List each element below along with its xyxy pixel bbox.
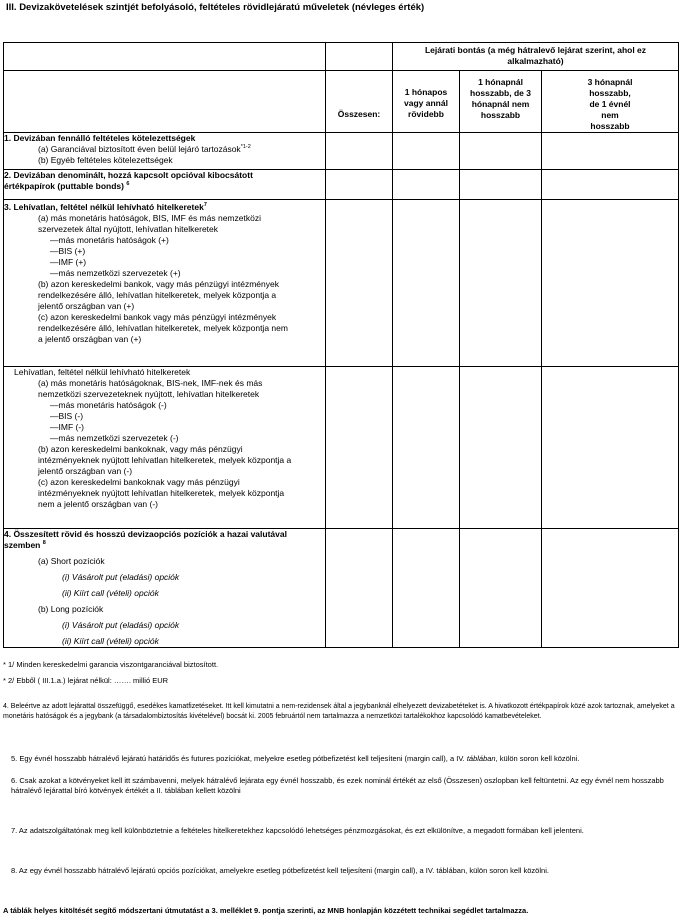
value-cell[interactable] — [460, 170, 542, 200]
section-3-a-line1: (a) más monetáris hatóságok, BIS, IMF és más nemzetközi — [38, 213, 261, 223]
value-cell[interactable] — [542, 367, 679, 529]
header-empty-cell — [4, 71, 326, 133]
page-title: III. Devizakövetelések szintjét befolyásoló, feltételes rövidlejáratú műveletek (névleges érték) — [6, 2, 425, 13]
footnote-2: * 2/ Ebből ( III.1.a.) lejárat nélkül: ……. millió EUR — [3, 676, 169, 685]
value-cell[interactable] — [326, 200, 393, 367]
value-cell[interactable] — [460, 367, 542, 529]
section-2-title-line1: 2. Devizában denominált, hozzá kapcsolt opcióval kibocsátott — [4, 170, 253, 180]
value-cell[interactable] — [393, 367, 460, 529]
section-3-label — [4, 200, 326, 367]
section-3-item: —más nemzetközi szervezetek (+) — [50, 268, 181, 278]
value-cell[interactable] — [393, 170, 460, 200]
col-1-month-header: 1 hónapos vagy annál rövidebb — [393, 71, 460, 133]
value-cell[interactable] — [326, 367, 393, 529]
value-cell[interactable] — [393, 200, 460, 367]
methodology-footer: A táblák helyes kitöltését segítő módszertani útmutatást a 3. melléklet 9. pontja szerinti, az MNB honlapján közzétett technikai segédlet tartalmazza. — [3, 906, 529, 915]
col-1-3-month-header: 1 hónapnál hosszabb, de 3 hónapnál nem hosszabb — [460, 71, 542, 133]
value-cell[interactable] — [542, 200, 679, 367]
section-4-b-i: (i) Vásárolt put (eladási) opciók — [62, 620, 180, 630]
footnote-6: 6. Csak azokat a kötvényeket kell itt számbavenni, melyek hátralévő lejárata egy évnél hosszabb, és ezek nominál értékét az első (Összesen) oszlopban kell feltüntetni. Az egy évnél nem hosszabb hátralévő lejárattal bíró kötvények értékét a II. táblában kellett közölni — [11, 776, 664, 795]
section-3b-item: —más nemzetközi szervezetek (-) — [50, 433, 179, 443]
section-3b-item: —BIS (-) — [50, 411, 84, 421]
footnote-4: 4. Beleértve az adott lejárattal összefüggő, esedékes kamatfizetéseket. Itt kell kimutatni a nem-rezidensek által a jegybanknál elhelyezett devizabetéteket is. A hivatkozott értékpapírok közé azok tartoznak, amelyeket a monetáris hatóságok és a jegybank (a társadalombiztosítás kivételével) bocsát ki. 2005 februártól nem tartalmazza a nemzetközi tartalékokhoz kapcsolódó kamatbevételeket. — [3, 703, 675, 720]
section-4-title-line1: 4. Összesített rövid és hosszú devizaopciós pozíciók a hazai valutával — [4, 529, 287, 539]
value-cell[interactable] — [542, 133, 679, 170]
section-3-c-line1: (c) azon kereskedelmi bankok vagy más pénzügyi intézmények — [38, 312, 277, 322]
value-cell[interactable] — [460, 529, 542, 648]
section-1-label — [4, 133, 326, 170]
footnote-5: 5. Egy évnél hosszabb hátralévő lejáratú határidős és futures pozíciókat, melyekre esetleg pótbefizetést kell teljesíteni (margin call), a IV. táblában, külön soron kell közölni. — [11, 754, 580, 763]
section-2-label — [4, 170, 326, 200]
section-4-a: (a) Short pozíciók — [38, 556, 105, 566]
section-3-item: —más monetáris hatóságok (+) — [50, 235, 169, 245]
value-cell[interactable] — [542, 529, 679, 648]
section-3b-c-line2: intézményeknek nyújtott lehívatlan hitelkeretek, melyek központja — [38, 488, 285, 498]
section-4-a-ii: (ii) Kiírt call (vételi) opciók — [62, 588, 159, 598]
section-3b-a-line2: nemzetközi szervezeteknek nyújtott, lehívatlan hitelkeretek — [38, 389, 260, 399]
section-3-item: —IMF (+) — [50, 257, 87, 267]
section-3-item: —BIS (+) — [50, 246, 86, 256]
value-cell[interactable] — [326, 133, 393, 170]
section-3b-c-line3: nem a jelentő országban van (-) — [38, 499, 159, 509]
maturity-breakdown-header: Lejárati bontás (a még hátralevő lejárat szerint, ahol ez alkalmazható) — [393, 43, 679, 71]
header-empty-cell — [326, 43, 393, 71]
section-3b-c-line1: (c) azon kereskedelmi bankoknak vagy más pénzügyi — [38, 477, 240, 487]
section-3b-item: —IMF (-) — [50, 422, 84, 432]
section-1-title: 1. Devizában fennálló feltételes kötelezettségek — [4, 133, 196, 143]
value-cell[interactable] — [460, 133, 542, 170]
value-cell[interactable] — [393, 529, 460, 648]
section-4-b: (b) Long pozíciók — [38, 604, 104, 614]
footnote-1: * 1/ Minden kereskedelmi garancia viszontgaranciával biztosított. — [3, 660, 219, 669]
section-3-a-line2: szervezetek által nyújtott, lehívatlan hitelkeretek — [38, 224, 219, 234]
section-4-a-i: (i) Vásárolt put (eladási) opciók — [62, 572, 180, 582]
section-3-b-line3: jelentő országban van (+) — [38, 301, 135, 311]
footnote-8: 8. Az egy évnél hosszabb hátralévő lejáratú opciós pozíciókat, amelyekre esetleg pótbefizetést kell teljesíteni (margin call), a IV. táblában, külön soron kell közölni. — [11, 866, 549, 875]
section-4-label — [4, 529, 326, 648]
value-cell[interactable] — [542, 170, 679, 200]
section-3-c-line2: rendelkezésére álló, lehívatlan hitelkeretek, melyek központja nem — [38, 323, 288, 333]
section-3-title: 3. Lehívatlan, feltétel nélkül lehívható hitelkeretek$^7$ — [4, 202, 207, 212]
section-4-title-line2: szemben $^8$ — [4, 540, 46, 550]
total-column-header: Összesen: — [326, 71, 393, 133]
section-3-c-line3: a jelentő országban van (+) — [38, 334, 142, 344]
section-3b-label — [4, 367, 326, 529]
footnote-7: 7. Az adatszolgáltatónak meg kell különböztetnie a feltételes hitelkeretekhez kapcsolódó lehetséges pénzmozgásokat, és ezt elkülönítve, a megadott formában kell jelenteni. — [11, 826, 584, 835]
maturity-table — [3, 42, 679, 648]
value-cell[interactable] — [326, 529, 393, 648]
section-3b-title: Lehívatlan, feltétel nélkül lehívható hitelkeretek — [14, 367, 191, 377]
section-3-b-line1: (b) azon kereskedelmi bankok, vagy más pénzügyi intézmények — [38, 279, 279, 289]
section-2-title-line2: értékpapírok (puttable bonds) $^6$ — [4, 181, 130, 191]
col-3-12-month-header: 3 hónapnál hosszabb, de 1 évnél nem hosszabb — [542, 71, 679, 133]
section-3-b-line2: rendelkezésére álló, lehívatlan hitelkeretek, melyek központja a — [38, 290, 277, 300]
section-3b-b-line1: (b) azon kereskedelmi bankoknak, vagy más pénzügyi — [38, 444, 243, 454]
section-3b-b-line3: jelentő országban van (-) — [38, 466, 133, 476]
section-1-a: (a) Garanciával biztosított éven belül lejáró tartozások$^{*1-2}$ — [38, 144, 251, 154]
value-cell[interactable] — [460, 200, 542, 367]
value-cell[interactable] — [326, 170, 393, 200]
section-1-b: (b) Egyéb feltételes kötelezettségek — [38, 155, 173, 165]
section-3b-a-line1: (a) más monetáris hatóságoknak, BIS-nek, IMF-nek és más — [38, 378, 263, 388]
section-3b-b-line2: intézményeknek nyújtott lehívatlan hitelkeretek, melyek központja a — [38, 455, 292, 465]
section-4-b-ii: (ii) Kiírt call (vételi) opciók — [62, 636, 159, 646]
header-empty-cell — [4, 43, 326, 71]
section-3b-item: —más monetáris hatóságok (-) — [50, 400, 167, 410]
value-cell[interactable] — [393, 133, 460, 170]
